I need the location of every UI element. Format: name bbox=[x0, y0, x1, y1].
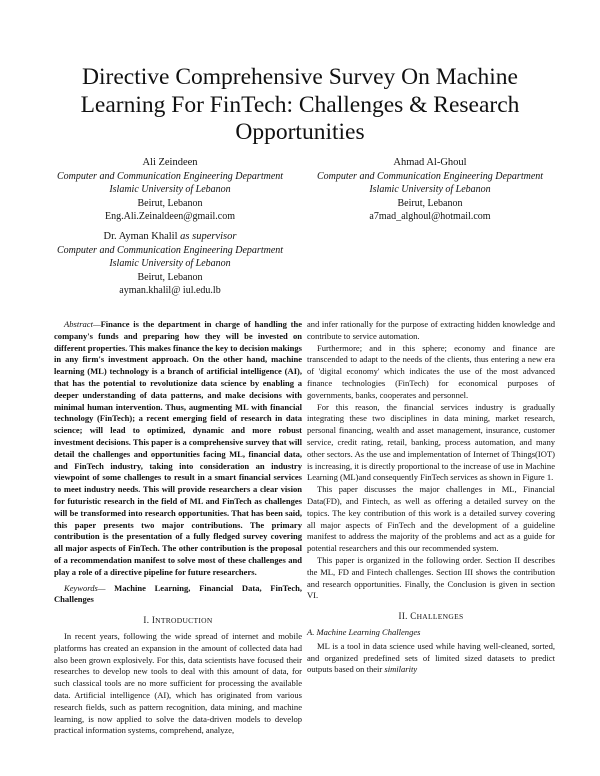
author-block-1 bbox=[40, 156, 300, 224]
subsection-heading-ml-challenges: A. Machine Learning Challenges bbox=[307, 626, 421, 637]
author-university: Islamic University of Lebanon bbox=[109, 184, 231, 195]
author-name: Ahmad Al-Ghoul bbox=[393, 157, 467, 168]
section-heading-challenges: II. CHALLENGES bbox=[398, 611, 464, 622]
intro-paragraph-1-continued: and infer rationally for the purpose of extracting hidden knowledge and contribute to service automation. bbox=[307, 319, 555, 341]
author-name-line bbox=[40, 230, 300, 244]
author-department: Computer and Communication Engineering Department bbox=[316, 170, 544, 182]
author-department: Computer and Communication Engineering Department bbox=[56, 170, 284, 182]
author-city: Beirut, Lebanon bbox=[137, 271, 203, 283]
author-department: Computer and Communication Engineering Department bbox=[56, 244, 284, 256]
author-city: Beirut, Lebanon bbox=[137, 197, 203, 209]
section-heading-introduction: I. INTRODUCTION bbox=[143, 615, 213, 626]
author-block-2 bbox=[300, 156, 560, 224]
author-email: a7mad_alghoul@hotmail.com bbox=[369, 211, 491, 222]
intro-paragraph-4: This paper discusses the major challenges in ML, Financial Data(FD), and Fintech, as well as offering a detailed survey on the topics. The key contribution of this work is a detailed survey covering all major aspects of FinTech and the development of a guideline manifest to address the majority of the problems and act as a guide for potential researchers and this our recommended system. bbox=[307, 484, 555, 554]
intro-paragraph-1: In recent years, following the wide spread of internet and mobile platforms has created an expansion in the amount of collected data had also been grown explosively. For this, data scientists have focused their researches to develop new tools to deal with this amount of data, for such classical tools are no more sufficient for processing the available data. Artificial intelligence (AI), which has originated from various research fields, such as pattern recognition, data mining, and machine learning, is now applied to solve the data-driven models to develop practical information systems, comprehend, analyze, bbox=[54, 630, 302, 736]
keywords-label: Keywords— bbox=[64, 582, 106, 593]
author-block-3 bbox=[40, 230, 300, 298]
author-university: Islamic University of Lebanon bbox=[109, 258, 231, 269]
paper-title: Directive Comprehensive Survey On Machine Learning For FinTech: Challenges & Research Opportunities bbox=[80, 64, 520, 145]
abstract-text: Finance is the department in charge of handling the company's funds and preparing how they will be invested on different properties. This makes finance the key to decision makings in any firm's investment approach. On the other hand, machine learning (ML) technology is a branch of artificial intelligence (AI), that has the potential to revolutionize data science by enabling a deeper understanding of data patterns, and make decisions with minimal human intervention. Thus, augmenting ML with financial technology (FinTech); a recent emerging field of research in data science; will lead to optimized, dynamic and more robust investment decisions. This paper is a comprehensive survey that will detail the challenges and opportunities facing ML, financial data, and FinTech industry, taking into consideration an industry viewpoint of some challenges to result in a smart financial services to meet industry needs. This will provide researchers a clear vision for futuristic research in the field of ML and FinTech as challenges will be transformed into research opportunities. That has been said, this paper presents two major contributions. The primary contribution is the presentation of a fully fledged survey covering all major aspects of FinTech. The other contribution is the proposal of a recommendation manifest to solve most of these challenges and play a role of a directive pipeline for future researchers. bbox=[54, 319, 302, 577]
author-email: ayman.khalil@ iul.edu.lb bbox=[119, 285, 221, 296]
ml-paragraph-1: ML is a tool in data science used while having well-cleaned, sorted, and organized predefined sets of limited sized datasets to predict outputs based on their similarity bbox=[307, 640, 555, 675]
keywords bbox=[54, 583, 302, 607]
author-name: Ali Zeindeen bbox=[142, 157, 198, 168]
author-city: Beirut, Lebanon bbox=[397, 197, 463, 209]
right-column bbox=[307, 319, 555, 676]
intro-paragraph-3: For this reason, the financial services industry is gradually integrating these two disciplines in data mining, market research, personal financing, wealth and asset management, insurance, customer service, credit rating, retail, banking, process automation, and many other sectors. As the use and implementation of Internet of Things(IOT) is increasing, it is directly proportional to the increase of use in Machine Learning (ML)and consequently FinTech services as shown in Figure 1. bbox=[307, 401, 555, 483]
author-role: as supervisor bbox=[180, 231, 237, 242]
author-email: Eng.Ali.Zeinaldeen@gmail.com bbox=[104, 211, 235, 222]
abstract-label: Abstract— bbox=[64, 319, 101, 329]
intro-paragraph-5: This paper is organized in the following order. Section II describes the ML, FD and Fintech challenges. Section III shows the contribution and research opportunities. Finally, the Conclusion is given in section VI. bbox=[307, 554, 555, 601]
abstract bbox=[54, 319, 302, 579]
author-name: Dr. Ayman Khalil bbox=[103, 231, 178, 242]
keywords-text: Machine Learning, Financial Data, FinTech, Challenges bbox=[54, 582, 302, 605]
intro-paragraph-2: Furthermore; and in this sphere; economy and finance are transcended to adapt to the needs of the clients, thus entering a new era of 'digital economy' which indicates the use of the most advanced finance technologies (FinTech) for economical purposes of governments, banks, cooperates and personnel. bbox=[307, 342, 555, 400]
author-university: Islamic University of Lebanon bbox=[369, 184, 491, 195]
left-column bbox=[54, 319, 302, 737]
